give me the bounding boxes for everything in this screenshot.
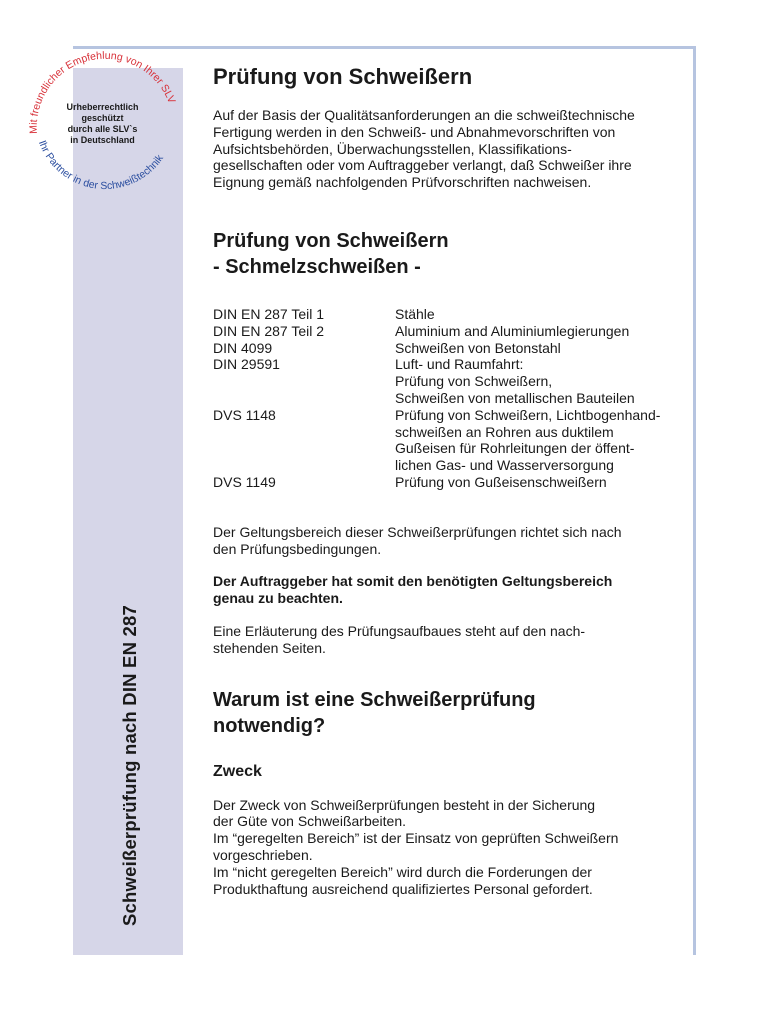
- intro-line: Fertigung werden in den Schweiß- und Abnahmevorschriften von: [213, 123, 616, 140]
- bold-note-line: Der Auftraggeber hat somit den benötigten Geltungsbereich: [213, 573, 613, 590]
- table-row: [213, 356, 691, 406]
- explanation-line: stehenden Seiten.: [213, 639, 326, 656]
- explanation-line: Eine Erläuterung des Prüfungsaufbaues steht auf den nach-: [213, 622, 586, 639]
- section-heading-warum: [213, 687, 691, 739]
- stamp-line: durch alle SLV`s: [67, 124, 138, 134]
- page-frame-right: [693, 46, 696, 955]
- page-title: Prüfung von Schweißern: [213, 64, 473, 89]
- scope-line: den Prüfungsbedingungen.: [213, 540, 382, 557]
- table-row: [213, 340, 691, 357]
- standard-desc-line: Gußeisen für Rohrleitungen der öffent-: [395, 440, 635, 457]
- purpose-line: Im “geregelten Bereich” ist der Einsatz von geprüften Schweißern: [213, 830, 619, 847]
- stamp-center-text: [45, 102, 160, 146]
- standard-desc-line: schweißen an Rohren aus duktilem: [395, 423, 614, 440]
- table-row: [213, 474, 691, 491]
- explanation-paragraph: [213, 623, 691, 657]
- intro-line: Auf der Basis der Qualitätsanforderungen an die schweißtechnische: [213, 107, 635, 123]
- table-row: [213, 407, 691, 474]
- standard-code: DIN 29591: [213, 356, 280, 373]
- section-heading-line: Warum ist eine Schweißerprüfung: [213, 688, 536, 711]
- standard-code: DIN 4099: [213, 339, 273, 356]
- bold-note-line: genau zu beachten.: [213, 590, 343, 607]
- section-heading-line: Prüfung von Schweißern: [213, 229, 449, 252]
- standards-table: [213, 306, 691, 491]
- standard-code: DVS 1148: [213, 406, 276, 423]
- stamp-line: in Deutschland: [70, 135, 135, 145]
- stamp-ring-blue-text: Ihr Partner in der Schweißtechnik: [35, 138, 166, 193]
- table-row: [213, 323, 691, 340]
- standard-desc: [395, 407, 691, 474]
- section-heading-line: notwendig?: [213, 714, 326, 737]
- standard-desc: [395, 340, 691, 357]
- standard-desc: [395, 356, 691, 406]
- main-content: [213, 62, 691, 897]
- standard-desc-line: Schweißen von Betonstahl: [395, 339, 561, 356]
- scope-paragraph: [213, 524, 691, 558]
- bold-note: [213, 573, 691, 607]
- standard-code: DVS 1149: [213, 473, 276, 490]
- purpose-line: Der Zweck von Schweißerprüfungen besteht in der Sicherung: [213, 796, 596, 813]
- stamp-line: Urheberrechtlich: [66, 102, 139, 112]
- standard-desc: [395, 474, 691, 491]
- section-heading-line: - Schmelzschweißen -: [213, 255, 421, 278]
- sidebar-vertical-title: Schweißerprüfung nach DIN EN 287: [119, 605, 140, 926]
- standard-desc: [395, 306, 691, 323]
- standard-desc-line: Prüfung von Gußeisenschweißern: [395, 473, 607, 490]
- standard-desc-line: Prüfung von Schweißern,: [395, 373, 553, 390]
- stamp-ring-red-text: Mit freundlicher Empfehlung von Ihrer SLV: [27, 49, 178, 134]
- intro-line: gesellschaften oder vom Auftraggeber verlangt, daß Schweißer ihre: [213, 157, 632, 174]
- standard-desc-line: Stähle: [395, 305, 435, 322]
- table-row: [213, 306, 691, 323]
- purpose-paragraph: [213, 797, 691, 898]
- purpose-line: Im “nicht geregelten Bereich” wird durch die Forderungen der: [213, 863, 592, 880]
- standard-desc-line: Schweißen von metallischen Bauteilen: [395, 389, 635, 406]
- standard-desc-line: Aluminium and Aluminiumlegierungen: [395, 322, 630, 339]
- section-heading-schmelzschweissen: [213, 228, 691, 280]
- standard-code: DIN EN 287 Teil 2: [213, 322, 325, 339]
- subsection-heading-zweck: Zweck: [213, 762, 262, 780]
- scope-line: Der Geltungsbereich dieser Schweißerprüfungen richtet sich nach: [213, 523, 622, 540]
- intro-line: Eignung gemäß nachfolgenden Prüfvorschriften nachweisen.: [213, 174, 592, 191]
- purpose-line: Produkthaftung ausreichend qualifiziertes Personal gefordert.: [213, 880, 593, 897]
- purpose-line: vorgeschrieben.: [213, 846, 313, 863]
- standard-desc: [395, 323, 691, 340]
- intro-line: Aufsichtsbehörden, Überwachungsstellen, Klassifikations-: [213, 140, 572, 157]
- standard-desc-line: Prüfung von Schweißern, Lichtbogenhand-: [395, 406, 661, 423]
- purpose-line: der Güte von Schweißarbeiten.: [213, 813, 406, 830]
- intro-paragraph: [213, 107, 691, 191]
- stamp-line: geschützt: [81, 113, 124, 123]
- standard-code: DIN EN 287 Teil 1: [213, 305, 325, 322]
- standard-desc-line: lichen Gas- und Wasserversorgung: [395, 457, 614, 474]
- standard-desc-line: Luft- und Raumfahrt:: [395, 356, 524, 373]
